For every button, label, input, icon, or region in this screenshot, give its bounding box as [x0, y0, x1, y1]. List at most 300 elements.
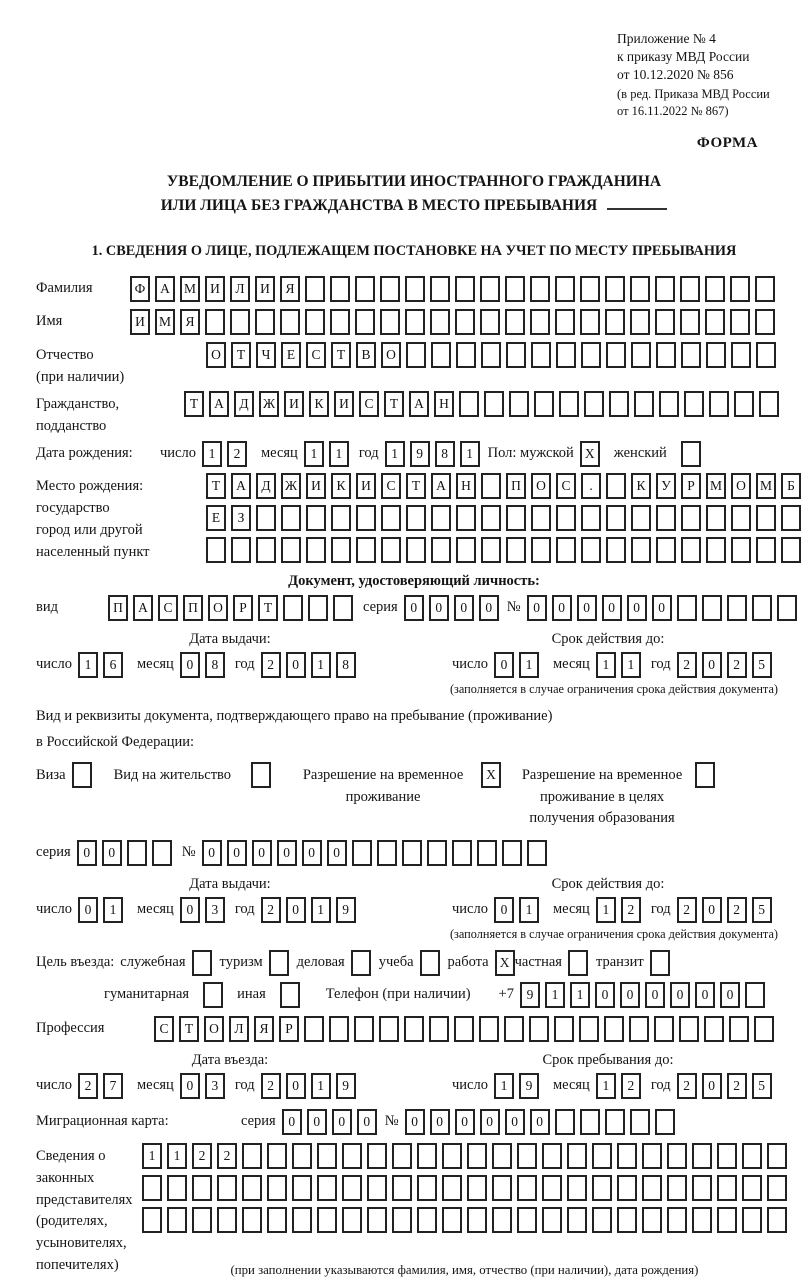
char-cell[interactable]: И — [205, 276, 225, 302]
char-cell[interactable]: 1 — [167, 1143, 187, 1169]
char-cell[interactable] — [606, 473, 626, 499]
char-cell[interactable] — [555, 309, 575, 335]
doc-valid-month-cells[interactable] — [596, 652, 641, 678]
stay-issue-day-cells[interactable] — [78, 897, 123, 923]
char-cell[interactable] — [717, 1175, 737, 1201]
char-cell[interactable] — [680, 309, 700, 335]
char-cell[interactable] — [417, 1143, 437, 1169]
char-cell[interactable] — [529, 1016, 549, 1042]
char-cell[interactable]: 1 — [329, 441, 349, 467]
char-cell[interactable]: 0 — [627, 595, 647, 621]
char-cell[interactable] — [430, 309, 450, 335]
char-cell[interactable]: 1 — [519, 652, 539, 678]
char-cell[interactable] — [477, 840, 497, 866]
char-cell[interactable]: 0 — [302, 840, 322, 866]
char-cell[interactable] — [752, 595, 772, 621]
char-cell[interactable] — [356, 505, 376, 531]
char-cell[interactable] — [584, 391, 604, 417]
char-cell[interactable]: Т — [406, 473, 426, 499]
stay-until-year-cells[interactable] — [677, 1073, 772, 1099]
char-cell[interactable]: Д — [256, 473, 276, 499]
char-cell[interactable] — [756, 505, 776, 531]
char-cell[interactable] — [517, 1143, 537, 1169]
char-cell[interactable]: И — [130, 309, 150, 335]
char-cell[interactable]: 0 — [505, 1109, 525, 1135]
char-cell[interactable] — [429, 1016, 449, 1042]
char-cell[interactable] — [631, 537, 651, 563]
char-cell[interactable]: 0 — [602, 595, 622, 621]
doc-issue-day-cells[interactable] — [78, 652, 123, 678]
char-cell[interactable] — [217, 1207, 237, 1233]
char-cell[interactable]: 0 — [357, 1109, 377, 1135]
char-cell[interactable] — [605, 309, 625, 335]
char-cell[interactable] — [329, 1016, 349, 1042]
char-cell[interactable] — [579, 1016, 599, 1042]
char-cell[interactable] — [481, 473, 501, 499]
char-cell[interactable]: 1 — [519, 897, 539, 923]
char-cell[interactable] — [392, 1143, 412, 1169]
stay-number-cells[interactable] — [202, 840, 547, 866]
char-cell[interactable] — [756, 537, 776, 563]
char-cell[interactable] — [681, 505, 701, 531]
char-cell[interactable]: П — [183, 595, 203, 621]
char-cell[interactable]: Л — [230, 276, 250, 302]
char-cell[interactable]: Т — [258, 595, 278, 621]
char-cell[interactable] — [455, 276, 475, 302]
char-cell[interactable] — [642, 1143, 662, 1169]
char-cell[interactable] — [380, 276, 400, 302]
char-cell[interactable]: К — [631, 473, 651, 499]
char-cell[interactable]: 5 — [752, 1073, 772, 1099]
char-cell[interactable] — [679, 1016, 699, 1042]
char-cell[interactable] — [517, 1175, 537, 1201]
char-cell[interactable]: 5 — [752, 652, 772, 678]
char-cell[interactable] — [217, 1175, 237, 1201]
char-cell[interactable]: Я — [254, 1016, 274, 1042]
char-cell[interactable] — [777, 595, 797, 621]
char-cell[interactable]: 0 — [180, 897, 200, 923]
char-cell[interactable]: П — [108, 595, 128, 621]
char-cell[interactable] — [706, 342, 726, 368]
char-cell[interactable] — [406, 537, 426, 563]
char-cell[interactable]: 0 — [429, 595, 449, 621]
char-cell[interactable] — [567, 1207, 587, 1233]
char-cell[interactable]: 0 — [479, 595, 499, 621]
char-cell[interactable] — [592, 1143, 612, 1169]
char-cell[interactable]: 1 — [596, 1073, 616, 1099]
char-cell[interactable]: Н — [456, 473, 476, 499]
char-cell[interactable]: М — [155, 309, 175, 335]
char-cell[interactable] — [430, 276, 450, 302]
char-cell[interactable]: 9 — [519, 1073, 539, 1099]
char-cell[interactable] — [420, 950, 440, 976]
char-cell[interactable] — [617, 1207, 637, 1233]
char-cell[interactable] — [742, 1175, 762, 1201]
char-cell[interactable] — [556, 537, 576, 563]
entry-day-cells[interactable] — [78, 1073, 123, 1099]
char-cell[interactable] — [467, 1143, 487, 1169]
char-cell[interactable]: Ж — [259, 391, 279, 417]
char-cell[interactable]: И — [356, 473, 376, 499]
char-cell[interactable] — [717, 1207, 737, 1233]
char-cell[interactable]: И — [306, 473, 326, 499]
char-cell[interactable]: . — [581, 473, 601, 499]
char-cell[interactable] — [480, 309, 500, 335]
char-cell[interactable]: 0 — [455, 1109, 475, 1135]
char-cell[interactable] — [655, 309, 675, 335]
char-cell[interactable]: А — [231, 473, 251, 499]
char-cell[interactable]: О — [204, 1016, 224, 1042]
char-cell[interactable] — [568, 950, 588, 976]
char-cell[interactable]: Е — [206, 505, 226, 531]
patronymic-cells[interactable] — [206, 342, 776, 368]
entry-month-cells[interactable] — [180, 1073, 225, 1099]
char-cell[interactable]: 9 — [336, 1073, 356, 1099]
char-cell[interactable]: Т — [384, 391, 404, 417]
char-cell[interactable]: 0 — [77, 840, 97, 866]
char-cell[interactable] — [634, 391, 654, 417]
char-cell[interactable]: 2 — [677, 897, 697, 923]
char-cell[interactable]: М — [756, 473, 776, 499]
char-cell[interactable] — [267, 1175, 287, 1201]
visa-checkbox[interactable] — [72, 762, 92, 788]
char-cell[interactable] — [506, 342, 526, 368]
char-cell[interactable] — [656, 505, 676, 531]
char-cell[interactable] — [684, 391, 704, 417]
char-cell[interactable] — [306, 537, 326, 563]
char-cell[interactable] — [481, 537, 501, 563]
char-cell[interactable] — [592, 1175, 612, 1201]
char-cell[interactable] — [542, 1207, 562, 1233]
char-cell[interactable]: X — [481, 762, 501, 788]
char-cell[interactable] — [567, 1175, 587, 1201]
char-cell[interactable] — [355, 309, 375, 335]
char-cell[interactable] — [452, 840, 472, 866]
doc-series-cells[interactable] — [404, 595, 499, 621]
char-cell[interactable]: 0 — [645, 982, 665, 1008]
char-cell[interactable]: 0 — [652, 595, 672, 621]
char-cell[interactable]: 0 — [327, 840, 347, 866]
char-cell[interactable]: 0 — [552, 595, 572, 621]
char-cell[interactable]: 1 — [103, 897, 123, 923]
char-cell[interactable]: А — [209, 391, 229, 417]
char-cell[interactable] — [754, 1016, 774, 1042]
char-cell[interactable]: 2 — [78, 1073, 98, 1099]
char-cell[interactable] — [781, 537, 801, 563]
doc-number-cells[interactable] — [527, 595, 797, 621]
temp-residence-checkbox[interactable] — [481, 762, 501, 788]
char-cell[interactable] — [431, 505, 451, 531]
char-cell[interactable] — [654, 1016, 674, 1042]
char-cell[interactable] — [530, 276, 550, 302]
char-cell[interactable] — [580, 309, 600, 335]
char-cell[interactable]: М — [706, 473, 726, 499]
char-cell[interactable] — [517, 1207, 537, 1233]
char-cell[interactable]: 2 — [261, 652, 281, 678]
char-cell[interactable] — [531, 537, 551, 563]
purpose-tourism-checkbox[interactable] — [269, 950, 289, 976]
char-cell[interactable]: 2 — [621, 897, 641, 923]
profession-cells[interactable] — [154, 1016, 774, 1042]
char-cell[interactable]: 0 — [702, 897, 722, 923]
char-cell[interactable] — [392, 1175, 412, 1201]
doc-issue-year-cells[interactable] — [261, 652, 356, 678]
char-cell[interactable] — [681, 342, 701, 368]
entry-year-cells[interactable] — [261, 1073, 356, 1099]
gender-male-checkbox[interactable] — [580, 441, 600, 467]
birthplace-cells-row3[interactable] — [206, 537, 801, 563]
char-cell[interactable]: В — [356, 342, 376, 368]
char-cell[interactable] — [317, 1175, 337, 1201]
char-cell[interactable] — [731, 342, 751, 368]
char-cell[interactable]: К — [309, 391, 329, 417]
char-cell[interactable]: 0 — [286, 652, 306, 678]
char-cell[interactable]: 1 — [311, 652, 331, 678]
char-cell[interactable] — [454, 1016, 474, 1042]
residence-permit-checkbox[interactable] — [251, 762, 271, 788]
stay-issue-month-cells[interactable] — [180, 897, 225, 923]
char-cell[interactable] — [281, 537, 301, 563]
char-cell[interactable] — [331, 537, 351, 563]
char-cell[interactable]: 2 — [677, 652, 697, 678]
char-cell[interactable] — [367, 1175, 387, 1201]
char-cell[interactable]: Д — [234, 391, 254, 417]
char-cell[interactable] — [692, 1207, 712, 1233]
char-cell[interactable] — [659, 391, 679, 417]
char-cell[interactable] — [506, 505, 526, 531]
char-cell[interactable]: 7 — [103, 1073, 123, 1099]
char-cell[interactable]: 2 — [727, 897, 747, 923]
char-cell[interactable]: 9 — [336, 897, 356, 923]
char-cell[interactable] — [542, 1175, 562, 1201]
char-cell[interactable] — [417, 1207, 437, 1233]
char-cell[interactable] — [642, 1207, 662, 1233]
char-cell[interactable]: 0 — [102, 840, 122, 866]
char-cell[interactable]: 1 — [311, 1073, 331, 1099]
char-cell[interactable]: 8 — [205, 652, 225, 678]
char-cell[interactable] — [681, 441, 701, 467]
char-cell[interactable] — [256, 505, 276, 531]
char-cell[interactable] — [655, 1109, 675, 1135]
char-cell[interactable] — [692, 1175, 712, 1201]
char-cell[interactable]: X — [580, 441, 600, 467]
char-cell[interactable] — [567, 1143, 587, 1169]
char-cell[interactable]: 0 — [332, 1109, 352, 1135]
char-cell[interactable]: 1 — [142, 1143, 162, 1169]
char-cell[interactable]: С — [556, 473, 576, 499]
char-cell[interactable]: 0 — [282, 1109, 302, 1135]
char-cell[interactable] — [351, 950, 371, 976]
char-cell[interactable] — [459, 391, 479, 417]
char-cell[interactable]: Т — [331, 342, 351, 368]
char-cell[interactable] — [305, 276, 325, 302]
char-cell[interactable]: 2 — [677, 1073, 697, 1099]
char-cell[interactable] — [402, 840, 422, 866]
birthplace-cells-row1[interactable] — [206, 473, 801, 499]
char-cell[interactable]: 1 — [202, 441, 222, 467]
char-cell[interactable] — [677, 595, 697, 621]
char-cell[interactable] — [606, 505, 626, 531]
purpose-commercial-checkbox[interactable] — [351, 950, 371, 976]
char-cell[interactable]: 5 — [752, 897, 772, 923]
char-cell[interactable] — [317, 1207, 337, 1233]
char-cell[interactable] — [630, 309, 650, 335]
birth-day-cells[interactable] — [202, 441, 247, 467]
char-cell[interactable] — [767, 1207, 787, 1233]
char-cell[interactable] — [205, 309, 225, 335]
char-cell[interactable]: Т — [206, 473, 226, 499]
purpose-work-checkbox[interactable] — [495, 950, 515, 976]
edu-residence-checkbox[interactable] — [695, 762, 715, 788]
char-cell[interactable] — [630, 276, 650, 302]
char-cell[interactable]: М — [180, 276, 200, 302]
stay-until-month-cells[interactable] — [596, 1073, 641, 1099]
char-cell[interactable] — [706, 537, 726, 563]
birth-year-cells[interactable] — [385, 441, 480, 467]
char-cell[interactable] — [231, 537, 251, 563]
char-cell[interactable] — [492, 1143, 512, 1169]
char-cell[interactable]: З — [231, 505, 251, 531]
char-cell[interactable] — [709, 391, 729, 417]
char-cell[interactable] — [142, 1175, 162, 1201]
char-cell[interactable]: 8 — [435, 441, 455, 467]
birthplace-cells-row2[interactable] — [206, 505, 801, 531]
char-cell[interactable] — [330, 276, 350, 302]
char-cell[interactable] — [695, 762, 715, 788]
char-cell[interactable] — [305, 309, 325, 335]
char-cell[interactable]: 0 — [702, 1073, 722, 1099]
char-cell[interactable] — [706, 505, 726, 531]
char-cell[interactable] — [354, 1016, 374, 1042]
migration-series-cells[interactable] — [282, 1109, 377, 1135]
char-cell[interactable] — [580, 1109, 600, 1135]
char-cell[interactable] — [481, 342, 501, 368]
char-cell[interactable] — [581, 342, 601, 368]
char-cell[interactable] — [667, 1175, 687, 1201]
char-cell[interactable] — [280, 982, 300, 1008]
char-cell[interactable] — [531, 505, 551, 531]
char-cell[interactable]: 0 — [405, 1109, 425, 1135]
char-cell[interactable] — [405, 309, 425, 335]
char-cell[interactable]: 1 — [570, 982, 590, 1008]
char-cell[interactable] — [206, 537, 226, 563]
char-cell[interactable] — [267, 1207, 287, 1233]
char-cell[interactable]: 1 — [311, 897, 331, 923]
char-cell[interactable] — [367, 1143, 387, 1169]
char-cell[interactable] — [269, 950, 289, 976]
char-cell[interactable]: 0 — [620, 982, 640, 1008]
char-cell[interactable] — [381, 537, 401, 563]
char-cell[interactable] — [705, 276, 725, 302]
char-cell[interactable] — [484, 391, 504, 417]
char-cell[interactable]: 0 — [670, 982, 690, 1008]
char-cell[interactable] — [255, 309, 275, 335]
char-cell[interactable]: 0 — [527, 595, 547, 621]
char-cell[interactable]: Н — [434, 391, 454, 417]
surname-cells[interactable] — [130, 276, 775, 302]
char-cell[interactable] — [554, 1016, 574, 1042]
char-cell[interactable] — [192, 950, 212, 976]
char-cell[interactable] — [505, 276, 525, 302]
char-cell[interactable] — [406, 342, 426, 368]
char-cell[interactable] — [581, 505, 601, 531]
char-cell[interactable] — [650, 950, 670, 976]
char-cell[interactable]: 1 — [596, 897, 616, 923]
char-cell[interactable]: 0 — [227, 840, 247, 866]
char-cell[interactable]: Т — [184, 391, 204, 417]
char-cell[interactable] — [203, 982, 223, 1008]
char-cell[interactable] — [456, 505, 476, 531]
char-cell[interactable] — [702, 595, 722, 621]
char-cell[interactable] — [527, 840, 547, 866]
char-cell[interactable] — [727, 595, 747, 621]
char-cell[interactable] — [442, 1143, 462, 1169]
char-cell[interactable]: 0 — [286, 1073, 306, 1099]
char-cell[interactable] — [692, 1143, 712, 1169]
char-cell[interactable] — [283, 595, 303, 621]
char-cell[interactable] — [755, 276, 775, 302]
char-cell[interactable] — [605, 276, 625, 302]
char-cell[interactable]: О — [531, 473, 551, 499]
char-cell[interactable]: Л — [229, 1016, 249, 1042]
char-cell[interactable] — [606, 342, 626, 368]
char-cell[interactable]: 2 — [261, 897, 281, 923]
char-cell[interactable] — [442, 1175, 462, 1201]
char-cell[interactable] — [242, 1207, 262, 1233]
char-cell[interactable]: 0 — [530, 1109, 550, 1135]
char-cell[interactable]: 0 — [595, 982, 615, 1008]
char-cell[interactable]: 2 — [727, 652, 747, 678]
char-cell[interactable] — [167, 1175, 187, 1201]
char-cell[interactable]: 0 — [494, 652, 514, 678]
char-cell[interactable]: 0 — [180, 1073, 200, 1099]
char-cell[interactable]: 0 — [454, 595, 474, 621]
char-cell[interactable] — [604, 1016, 624, 1042]
char-cell[interactable] — [308, 595, 328, 621]
stay-until-day-cells[interactable] — [494, 1073, 539, 1099]
char-cell[interactable] — [467, 1175, 487, 1201]
char-cell[interactable] — [442, 1207, 462, 1233]
char-cell[interactable]: 2 — [227, 441, 247, 467]
given-name-cells[interactable] — [130, 309, 775, 335]
char-cell[interactable] — [333, 595, 353, 621]
char-cell[interactable] — [281, 505, 301, 531]
char-cell[interactable] — [379, 1016, 399, 1042]
char-cell[interactable]: 0 — [286, 897, 306, 923]
char-cell[interactable] — [342, 1175, 362, 1201]
char-cell[interactable] — [592, 1207, 612, 1233]
char-cell[interactable] — [681, 537, 701, 563]
char-cell[interactable]: С — [306, 342, 326, 368]
char-cell[interactable] — [767, 1175, 787, 1201]
char-cell[interactable]: О — [381, 342, 401, 368]
char-cell[interactable] — [506, 537, 526, 563]
char-cell[interactable] — [427, 840, 447, 866]
char-cell[interactable]: 2 — [727, 1073, 747, 1099]
char-cell[interactable] — [605, 1109, 625, 1135]
char-cell[interactable] — [631, 505, 651, 531]
stay-valid-day-cells[interactable] — [494, 897, 539, 923]
char-cell[interactable]: 9 — [410, 441, 430, 467]
char-cell[interactable]: 1 — [78, 652, 98, 678]
char-cell[interactable]: И — [334, 391, 354, 417]
char-cell[interactable]: А — [431, 473, 451, 499]
char-cell[interactable] — [742, 1143, 762, 1169]
char-cell[interactable] — [456, 537, 476, 563]
citizenship-cells[interactable] — [184, 391, 779, 417]
char-cell[interactable]: О — [731, 473, 751, 499]
char-cell[interactable] — [455, 309, 475, 335]
